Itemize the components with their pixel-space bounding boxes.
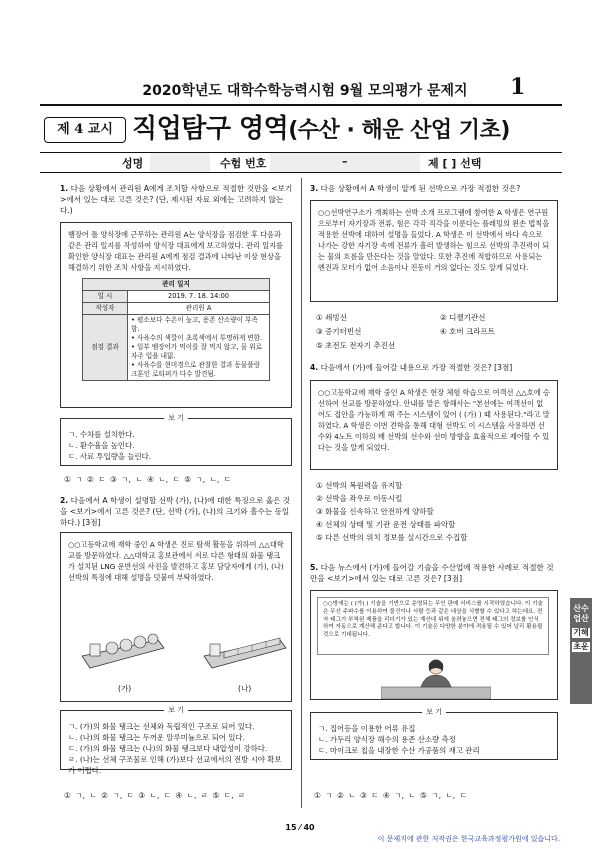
- log-result-item: • 일부 뱀장어가 먹이를 잘 먹지 않고, 물 위로 자주 입을 내밂.: [131, 343, 263, 360]
- q2-number: 2.: [60, 496, 69, 505]
- q3-option[interactable]: ② 디젤기관선: [440, 313, 486, 322]
- q1-passage: 뱀장어 틀 양식장에 근무하는 관리원 A는 양식장을 점검한 후 다음과 같은 관리 일지를 작성하여 양식장 대표에게 보고하였다. 관리 일지를 확인한 양식장 대표는 관리원 A에게 점검 결과에 나타난 이상 현상을 해결하기 위한 조치 사항을 지시하였다.: [68, 230, 283, 272]
- q3-passage-box: [310, 200, 558, 302]
- log-date: 2019. 7. 18. 14:00: [128, 291, 270, 303]
- subject-sub: (수산 · 해운 산업 기초): [288, 118, 510, 143]
- q5-bogi-item: ㄱ. 집어등을 이용한 어류 유집: [318, 724, 416, 733]
- session-badge: 제 4 교시: [44, 117, 126, 143]
- q2-passage: ○○고등학교에 재학 중인 A 학생은 진로 탐색 활동을 위하여 △△대학교를 방문하였다. △△대학교 홍보관에서 서로 다른 형태의 화물 탱크가 설치된 LNG 운반선의 사진을 발견하고 홍보 담당자에게 (가), (나) 선박의 특징에 대해 설명을 덧붙여 부탁하였다.: [68, 540, 284, 582]
- q1-bogi-box: [60, 414, 292, 466]
- q5-choices[interactable]: ① ㄱ ② ㄴ ③ ㄷ ④ ㄱ, ㄴ ⑤ ㄱ, ㄴ, ㄷ: [314, 791, 467, 800]
- q1-stem: [60, 183, 295, 216]
- header-rule: [40, 104, 562, 106]
- side-tab-line: 업산: [573, 614, 589, 623]
- q5-news-frame: [310, 590, 558, 700]
- q4-number: 4.: [310, 363, 319, 372]
- log-result-item: • 사육수의 색깔이 초록색에서 투명하게 변함.: [131, 334, 263, 342]
- subject-title: [132, 108, 510, 145]
- q4-passage-box: [310, 380, 558, 470]
- q4-option[interactable]: ⑤ 다른 선박의 위치 정보를 실시간으로 수집할: [316, 533, 468, 542]
- ship-a-illustration: [78, 620, 168, 675]
- ship-a-caption: (가): [118, 684, 132, 693]
- q2-bogi-item: ㄷ. (가)의 화물 탱크는 (나)의 화물 탱크보다 내압성이 강하다.: [68, 744, 268, 753]
- log-result-label: 점검 결과: [83, 315, 128, 381]
- q1-number: 1.: [60, 184, 69, 193]
- q5-number: 5.: [310, 563, 319, 572]
- log-result-item: • 사육수를 현미경으로 관찰한 결과 동물플랑크톤인 로티퍼가 다수 발견됨.: [131, 361, 261, 378]
- log-title: 관리 일지: [83, 279, 270, 291]
- examinee-info-row: [40, 152, 562, 173]
- q3-option[interactable]: ① 쇄빙선: [316, 313, 347, 322]
- q5-stem: [310, 562, 558, 584]
- q2-stem: [60, 495, 295, 528]
- q4-option[interactable]: ④ 선체의 상태 및 기관 운전 상태를 파악할: [316, 520, 456, 529]
- ship-b-caption: (나): [238, 684, 252, 693]
- q5-news-caption: ○○방에는 ( (가) ) 기술을 기반으로 운영되는 무인 판매 서비스를 시작하였습니다. 이 기술은 무선 주파수를 이용하여 물건이나 사람 등과 같은 대상을 식별할 수 있다고 하는데요. 전자 태그가 부착된 제품을 리더기가 있는 계산대 위에 올려놓으면 전체 태그의 정보를 인식하여 자동으로 계산해 준다고 합니다. 이 기술은 다양한 분야에 적용될 수 있어 널리 활용될 것으로 기대됩니다.: [317, 597, 549, 655]
- subject-main: 직업탐구 영역: [132, 114, 289, 144]
- q2-bogi-box: [60, 706, 292, 775]
- q3-option[interactable]: ③ 증기터빈선: [316, 327, 362, 336]
- side-tab-line: 산수: [573, 604, 589, 613]
- news-anchor-illustration: [381, 657, 491, 699]
- q4-option[interactable]: ② 선박을 좌우로 이동시킬: [316, 494, 403, 503]
- side-tab-line: 초운: [573, 642, 589, 651]
- q4-option[interactable]: ① 선박의 복원력을 유지할: [316, 481, 403, 490]
- q1-bogi-item: ㄴ. 환수율을 높인다.: [68, 441, 135, 450]
- q2-bogi-title: 보 기: [164, 706, 188, 714]
- q1-bogi-title: 보 기: [164, 414, 188, 422]
- id-dash: –: [342, 155, 348, 168]
- select-label: 제 [ ] 선택: [428, 157, 482, 170]
- log-writer: 관리원 A: [128, 303, 270, 315]
- q4-stem-text: 다음에서 (가)에 들어갈 내용으로 가장 적절한 것은? [3점]: [320, 363, 513, 372]
- q5-bogi-item: ㄴ. 가두리 양식장 해수의 용존 산소량 측정: [318, 735, 456, 744]
- q5-stem-text: 다음 뉴스에서 (가)에 들어갈 기술을 수산업에 적용한 사례로 적절한 것만을 <보기>에서 있는 대로 고른 것은? [3점]: [310, 563, 554, 583]
- q3-number: 3.: [310, 184, 319, 193]
- name-label: 성명: [122, 157, 144, 170]
- log-result-item: • 평소보다 수온이 높고, 용존 산소량이 부족함.: [131, 316, 258, 333]
- log-date-label: 일 시: [83, 291, 128, 303]
- q1-bogi-item: ㄱ. 수차를 설치한다.: [68, 430, 135, 439]
- q2-bogi-item: ㄱ. (가)의 화물 탱크는 선체와 독립적인 구조로 되어 있다.: [68, 722, 255, 731]
- copyright-note: 이 문제지에 관한 저작권은 한국교육과정평가원에 있습니다.: [377, 835, 560, 843]
- q2-bogi-item: ㄹ. (나)는 선체 구조물로 인해 (가)보다 선교에서의 전방 시야 확보가 어렵다.: [68, 755, 282, 775]
- q3-option[interactable]: ⑤ 초전도 전자기 추진선: [316, 341, 396, 350]
- q1-choices[interactable]: ① ㄱ ② ㄷ ③ ㄱ, ㄴ ④ ㄴ, ㄷ ⑤ ㄱ, ㄴ, ㄷ: [64, 475, 232, 484]
- q5-bogi-item: ㄷ. 마이크로 칩을 내장한 수산 가공품의 재고 관리: [318, 746, 480, 755]
- q4-option[interactable]: ③ 화물을 신속하고 안전하게 양하할: [316, 507, 434, 516]
- q1-stem-text: 다음 상황에서 관리원 A에게 조치할 사항으로 적절한 것만을 <보기>에서 있는 대로 고른 것은? (단, 제시된 자료 외에는 고려하지 않는다.): [60, 184, 293, 215]
- q1-bogi-item: ㄷ. 사료 투입량을 늘린다.: [68, 452, 152, 461]
- q2-bogi-item: ㄴ. (나)의 화물 탱크는 두꺼운 알루미늄으로 되어 있다.: [68, 733, 245, 742]
- q5-bogi-title: 보 기: [422, 708, 446, 716]
- q3-stem: [310, 183, 558, 194]
- log-results: [128, 315, 270, 381]
- q1-log-wrapper: [82, 278, 270, 381]
- subject-side-tab: [570, 598, 592, 704]
- side-tab-line: 기해: [573, 628, 589, 637]
- q3-option[interactable]: ④ 호버 크라프트: [440, 327, 495, 336]
- name-field[interactable]: [150, 153, 210, 172]
- q4-passage: ○○고등학교에 재학 중인 A 학생은 현장 체험 학습으로 여객선 △△호에 승선하여 선교를 방문하였다. 안내를 맡은 항해사는 "본선에는 여객선이 없어도 접안을 가능하게 해 주는 시스템이 있어 ( (가) ) 때 사용된다."라고 말하였다. A 학생은 이번 견학을 통해 대형 선박도 이 시스템을 사용하면 선수와 4노트 이하의 배 선박의 선수와 선미 방향을 효율적으로 제어할 수 있다는 것을 알게 되었다.: [318, 388, 550, 452]
- footer-page-number: 15 ⁄ 40: [285, 823, 315, 832]
- q1-management-log: [82, 278, 270, 381]
- exam-title: 2020학년도 대학수학능력시험 9월 모의평가 문제지: [142, 83, 468, 99]
- ship-b-illustration: [200, 620, 290, 675]
- column-divider: [301, 178, 302, 808]
- q5-bogi-box: [310, 708, 558, 760]
- q2-choices[interactable]: ① ㄱ, ㄴ ② ㄱ, ㄷ ③ ㄴ, ㄷ ④ ㄴ, ㄹ ⑤ ㄷ, ㄹ: [64, 791, 246, 800]
- q4-stem: [310, 362, 558, 373]
- page-number: 1: [510, 74, 526, 100]
- q2-passage-box: [60, 532, 292, 702]
- q2-stem-text: 다음에서 A 학생이 설명할 선박 (가), (나)에 대한 특징으로 옳은 것을 <보기>에서 고른 것은? (단, 선박 (가), (나)의 크기와 흘수는 동일하다.) [3점]: [60, 496, 291, 527]
- log-writer-label: 작성자: [83, 303, 128, 315]
- id-label: 수험 번호: [220, 157, 267, 170]
- q1-passage-box: [60, 222, 292, 408]
- q3-passage: ○○선박연구소가 개최하는 선박 소개 프로그램에 참여한 A 학생은 연구원으로부터 자기장과 전류, 힘은 각각 직각을 이룬다는 플레밍의 왼손 법칙을 적용한 선박에 대하여 설명을 들었다. A 학생은 이 선박에서 바다 속으로 나가는 강한 자기장 속에 전류가 흘러 발생하는 힘으로 선박의 추진력이 되는 물의 흐름을 만든다는 것을 알았다. 또한 추진에 적합하므로 사용되는 엔진과 모터가 없어 소음이나 진동이 거의 없다는 것도 알게 되었다.: [318, 208, 550, 272]
- q3-stem-text: 다음 상황에서 A 학생이 알게 된 선박으로 가장 적절한 것은?: [320, 184, 521, 193]
